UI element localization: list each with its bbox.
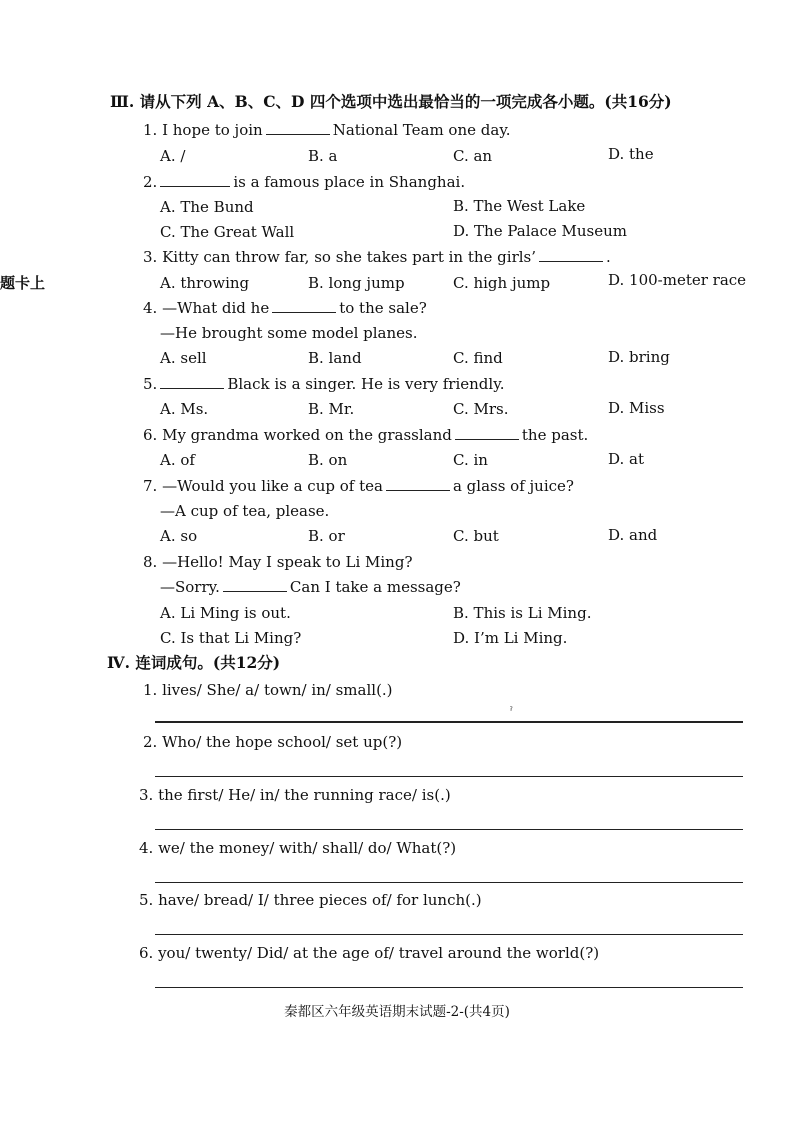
question-7-stem-end: a glass of juice? (452, 477, 574, 495)
option-b: B. The West Lake (453, 197, 586, 215)
sentence-item-6: 6. you/ twenty/ Did/ at the age of/ travel around the world(?) (139, 944, 600, 962)
question-7-reply: —A cup of tea, please. (160, 502, 330, 520)
question-1 (143, 120, 511, 140)
question-4 (143, 298, 427, 318)
option-c: C. in (453, 451, 488, 469)
option-d: D. at (608, 450, 644, 468)
option-d: D. bring (608, 348, 670, 366)
question-7-stem: 7. —Would you like a cup of tea (143, 477, 383, 495)
option-a: A. sell (160, 349, 207, 367)
answer-blank (386, 476, 450, 491)
answer-line-2[interactable] (155, 776, 743, 777)
sentence-item-4: 4. we/ the money/ with/ shall/ do/ What(?) (139, 839, 457, 857)
answer-blank (160, 172, 230, 187)
option-d: D. and (608, 526, 658, 544)
question-8-reply (160, 577, 461, 597)
option-b: B. long jump (308, 274, 405, 292)
question-5-stem-end: Black is a singer. He is very friendly. (227, 375, 505, 393)
sentence-item-5: 5. have/ bread/ I/ three pieces of/ for lunch(.) (139, 891, 482, 909)
answer-line-6[interactable] (155, 987, 743, 988)
answer-blank (160, 374, 224, 389)
option-b: B. Mr. (308, 400, 355, 418)
option-a: A. Ms. (160, 400, 209, 418)
stray-mark: ˀ (510, 706, 513, 717)
option-a: A. Li Ming is out. (160, 604, 291, 622)
question-8: 8. —Hello! May I speak to Li Ming? (143, 553, 413, 571)
option-a: A. The Bund (160, 198, 254, 216)
question-5 (143, 374, 504, 394)
sentence-item-1: 1. lives/ She/ a/ town/ in/ small(.) (143, 681, 393, 699)
option-c: C. find (453, 349, 503, 367)
question-6 (143, 425, 588, 445)
option-b: B. land (308, 349, 362, 367)
option-a: A. of (160, 451, 195, 469)
option-d: D. 100-meter race (608, 271, 747, 289)
question-4-reply: —He brought some model planes. (160, 324, 418, 342)
option-a: A. throwing (160, 274, 250, 292)
section-4-title: Ⅳ. 连词成句。(共12分) (107, 653, 281, 672)
page-footer: 秦都区六年级英语期末试题-2-(共4页) (284, 1004, 510, 1020)
option-d: D. The Palace Museum (453, 222, 627, 240)
question-8-stem: —Sorry. (160, 578, 220, 596)
answer-blank (455, 425, 519, 440)
sentence-item-2: 2. Who/ the hope school/ set up(?) (143, 733, 403, 751)
option-c: C. Is that Li Ming? (160, 629, 302, 647)
question-8-stem-end: Can I take a message? (289, 578, 461, 596)
question-4-stem-end: to the sale? (339, 299, 427, 317)
question-6-stem-end: the past. (521, 426, 589, 444)
question-6-stem: 6. My grandma worked on the grassland (143, 426, 452, 444)
option-a: A. so (160, 527, 198, 545)
option-b: B. or (308, 527, 345, 545)
option-c: C. The Great Wall (160, 223, 295, 241)
option-d: D. I’m Li Ming. (453, 629, 568, 647)
answer-blank (266, 120, 330, 135)
question-5-stem: 5. (143, 375, 158, 393)
option-b: B. a (308, 147, 338, 165)
binding-edge-text: 题卡上 (0, 274, 46, 292)
option-c: C. Mrs. (453, 400, 509, 418)
answer-blank (272, 298, 336, 313)
question-1-stem: 1. I hope to join (143, 121, 263, 139)
answer-blank (539, 247, 603, 262)
answer-line-4[interactable] (155, 882, 743, 883)
question-2 (143, 172, 465, 192)
question-1-stem-end: National Team one day. (332, 121, 511, 139)
question-3-stem: 3. Kitty can throw far, so she takes part in the girls’ (143, 248, 537, 266)
option-c: C. but (453, 527, 499, 545)
question-7 (143, 476, 574, 496)
question-3 (143, 247, 611, 267)
answer-line-3[interactable] (155, 829, 743, 830)
option-b: B. This is Li Ming. (453, 604, 592, 622)
option-a: A. / (160, 147, 186, 165)
sentence-item-3: 3. the first/ He/ in/ the running race/ is(.) (139, 786, 451, 804)
option-c: C. high jump (453, 274, 551, 292)
question-4-stem: 4. —What did he (143, 299, 270, 317)
option-b: B. on (308, 451, 348, 469)
section-3-title: Ⅲ. 请从下列 A、B、C、D 四个选项中选出最恰当的一项完成各小题。(共16分) (110, 92, 672, 111)
option-c: C. an (453, 147, 493, 165)
answer-line-5[interactable] (155, 934, 743, 935)
question-3-stem-end: . (606, 248, 611, 266)
option-d: D. Miss (608, 399, 665, 417)
answer-blank (223, 577, 287, 592)
question-2-stem: 2. (143, 173, 158, 191)
question-2-stem-end: is a famous place in Shanghai. (233, 173, 466, 191)
option-d: D. the (608, 145, 654, 163)
answer-line-1[interactable] (155, 721, 743, 723)
